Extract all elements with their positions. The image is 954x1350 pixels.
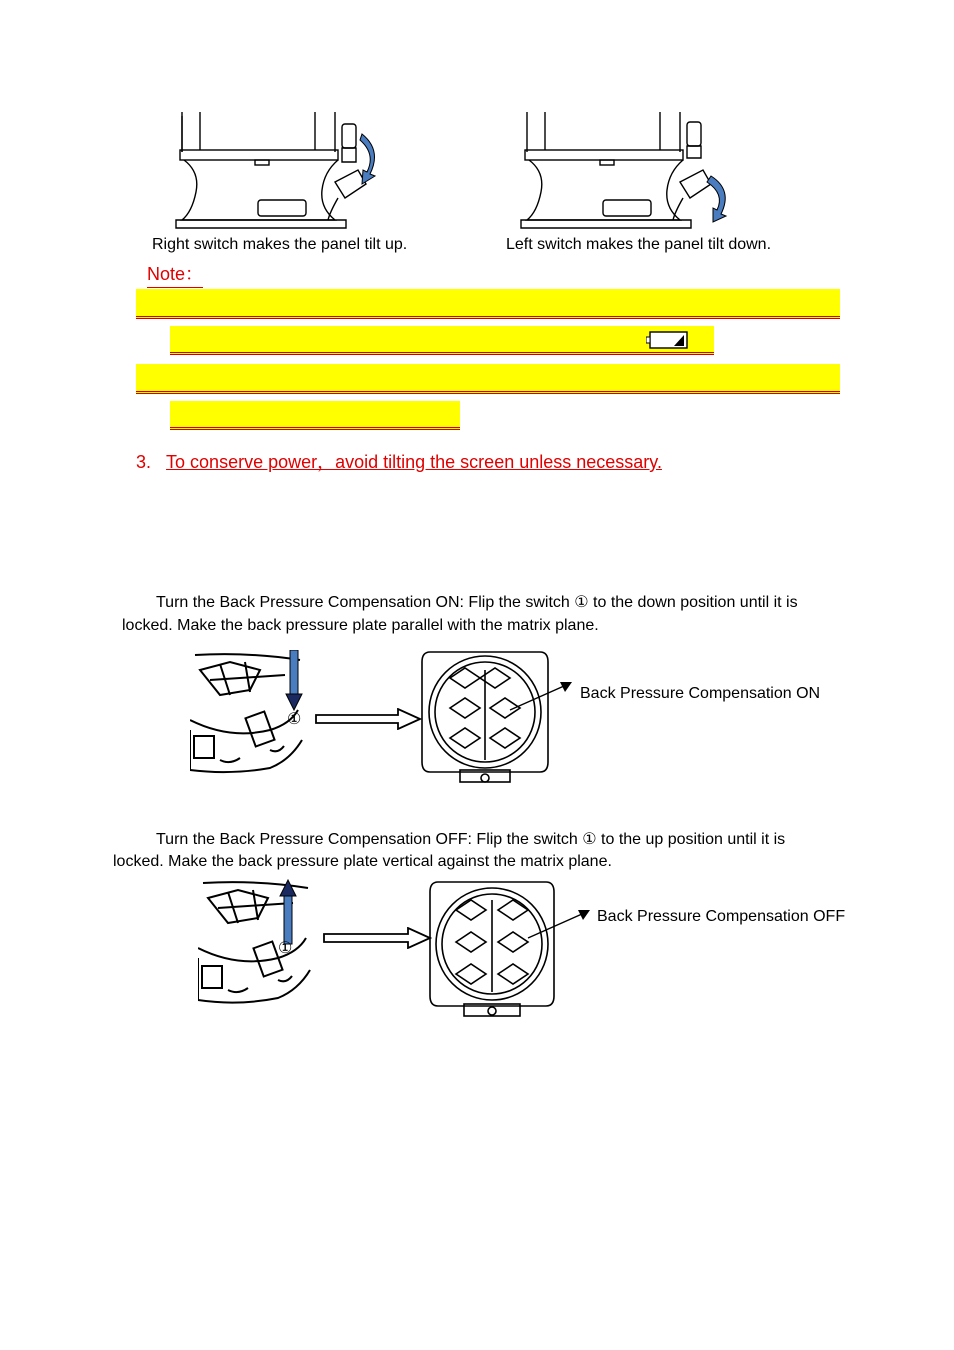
bpc-on-paragraph-line1: Turn the Back Pressure Compensation ON: Flip the switch ① to the down position until it is [156,594,798,611]
bpc-on-switch-marker: ① [287,711,302,728]
bpc-off-switch-marker: ① [278,940,293,957]
note-item-3-number: 3. [136,452,152,472]
note-item-3 [136,448,662,474]
tilt-up-illustration [170,112,390,234]
tilt-down-caption: Left switch makes the panel tilt down. [506,236,772,253]
tilt-up-caption: Right switch makes the panel tilt up. [152,236,408,253]
bpc-on-pointer-arrow [508,680,574,714]
bpc-off-paragraph-line1: Turn the Back Pressure Compensation OFF: Flip the switch ① to the up position until it is [156,831,786,848]
bpc-on-transition-arrow [314,708,422,730]
bpc-on-plate-illustration [420,650,550,786]
note-item-1-continuation-highlight [170,326,714,355]
bpc-off-plate-illustration [428,880,556,1020]
note-item-2-continuation-highlight [170,401,460,430]
bpc-off-pointer-arrow [526,908,592,942]
note-item-2-highlight [136,364,840,394]
bpc-on-paragraph-line2: locked. Make the back pressure plate parallel with the matrix plane. [122,617,599,634]
tilt-down-illustration [515,112,735,234]
battery-low-icon [646,331,688,349]
note-item-3-text: To conserve power，avoid tilting the screen unless necessary. [166,452,662,472]
note-label: Note： [147,260,203,288]
note-item-1-highlight [136,289,840,319]
bpc-off-label: Back Pressure Compensation OFF [597,908,846,925]
bpc-off-switch-illustration [198,878,323,1008]
bpc-off-transition-arrow [322,927,432,949]
bpc-off-paragraph-line2: locked. Make the back pressure plate vertical against the matrix plane. [113,853,612,870]
bpc-on-label: Back Pressure Compensation ON [580,685,821,702]
